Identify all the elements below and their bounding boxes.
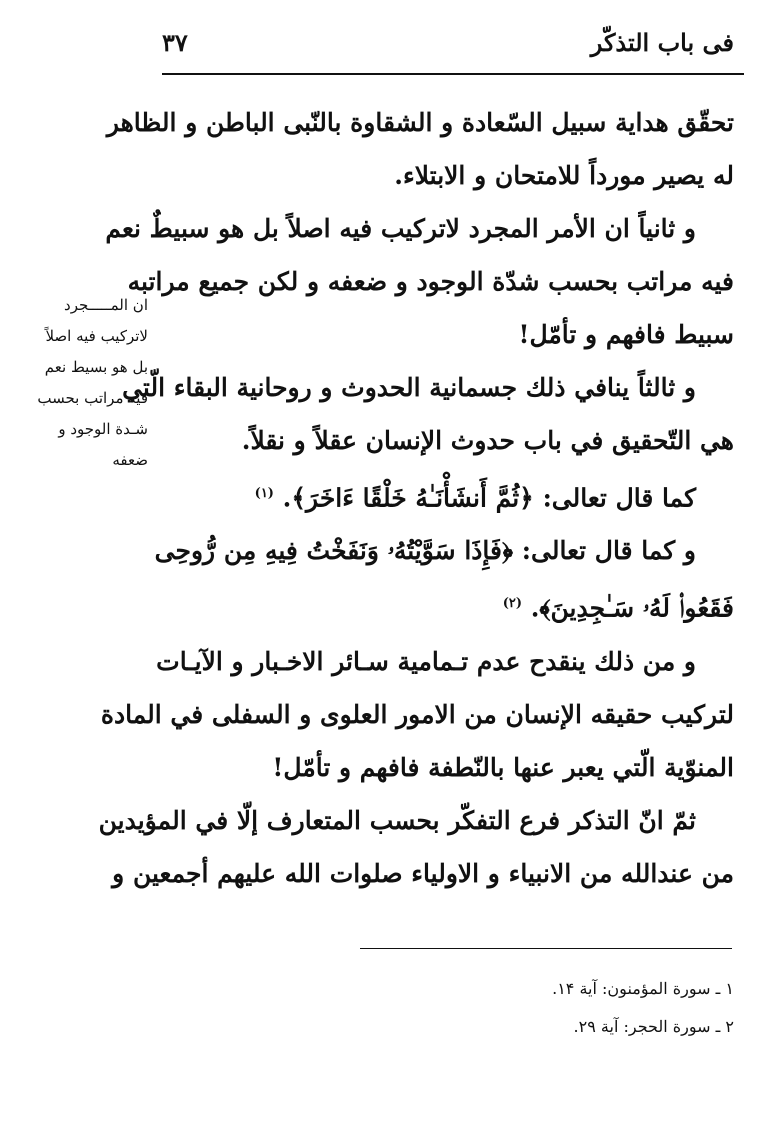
footnote-divider	[360, 948, 732, 949]
running-header-title: فى باب التذكّر	[590, 28, 734, 57]
margin-note-line: شـدة الوجود و	[58, 420, 148, 438]
footnote-ref: (٢)	[502, 596, 522, 612]
body-line: لتركيب حقيقه الإنسان من الامور العلوى و السفلى في المادة	[100, 699, 734, 729]
body-line: و من ذلك ينقدح عدم تـمامية سـائر الاخـبار و الآيـات	[156, 646, 696, 676]
body-line: له يصير مورداً للامتحان و الابتلاء.	[394, 161, 734, 190]
page-number: ٣٧	[162, 28, 188, 57]
quote-intro: كما قال تعالى:	[542, 483, 696, 513]
body-line: هي التّحقيق في باب حدوث الإنسان عقلاً و نقلاً.	[241, 426, 734, 455]
body-line: تحقّق هداية سبيل السّعادة و الشقاوة بالنّبى الباطن و الظاهر	[106, 108, 734, 137]
body-line: فيه مراتب بحسب شدّة الوجود و ضعفه و لكن جميع مراتبه	[127, 267, 734, 296]
footnote-ref: (١)	[254, 486, 274, 501]
quote-line-1	[162, 467, 734, 524]
quran-verse: فَقَعُوا۟ لَهُۥ سَـٰجِدِينَ﴾.	[530, 593, 734, 623]
margin-note-line: ضعفه	[112, 451, 148, 469]
body-line: سبيط فافهم و تأمّل!	[518, 320, 734, 349]
margin-note-line: بل هو بسيط نعم	[44, 358, 148, 376]
footnote: ١ ـ سورة المؤمنون: آية ١۴.	[552, 979, 734, 998]
header-divider	[162, 73, 744, 75]
body-line: المنوّية الّتي يعبر عنها بالنّطفة فافهم و تأمّل!	[272, 752, 734, 782]
margin-note-line: لاتركيب فيه اصلاً	[45, 327, 148, 345]
quran-verse: ﴿ثُمَّ أَنشَأْنَـٰهُ خَلْقًا ءَاخَرَ﴾.	[282, 483, 534, 513]
quote-line-3	[162, 577, 734, 634]
body-line: من عندالله من الانبياء و الاولياء صلوات الله عليهم أجمعين و	[112, 858, 734, 888]
footnote: ٢ ـ سورة الحجر: آية ٢٩.	[573, 1017, 734, 1036]
margin-note-line: فيه مراتب بحسب	[37, 389, 148, 407]
quran-verse: ﴿فَإِذَا سَوَّيْتُهُۥ وَنَفَخْتُ فِيهِ مِن رُّوحِى	[154, 536, 514, 566]
body-line: و ثانياً ان الأمر المجرد لاتركيب فيه اصلاً بل هو سبيطٌ نعم	[105, 214, 696, 243]
quote-line-2	[154, 524, 734, 577]
body-line: ثمّ انّ التذكر فرع التفكّر بحسب المتعارف إلّا في المؤيدين	[98, 805, 696, 835]
margin-note-line: ان المـــــجرد	[64, 296, 148, 314]
body-line: و ثالثاً ينافي ذلك جسمانية الحدوث و روحانية البقاء الّتي	[122, 373, 696, 402]
quote-intro: و كما قال تعالى:	[521, 536, 696, 566]
footnotes	[552, 970, 734, 1046]
